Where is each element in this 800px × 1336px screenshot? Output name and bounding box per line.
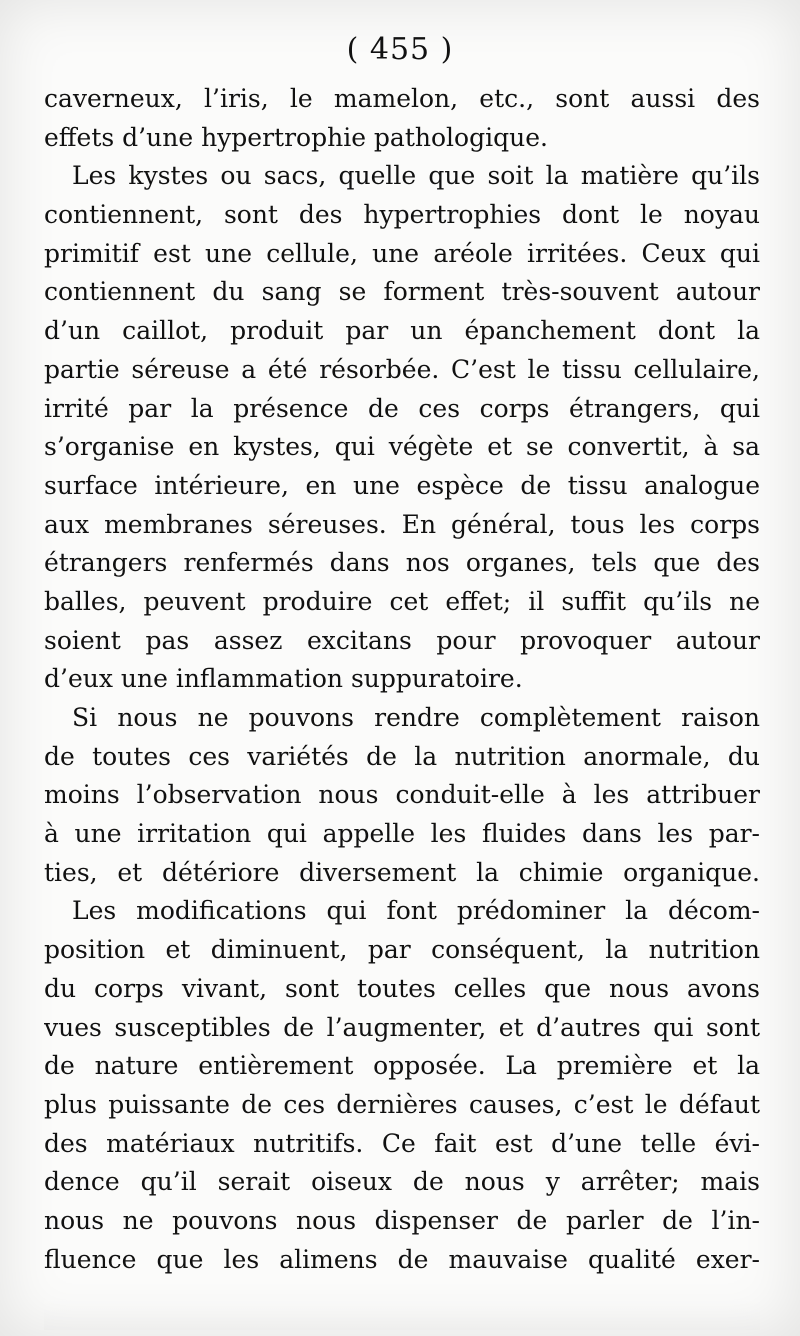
text-line: nous ne pouvons nous dispenser de parler de l’in- — [44, 1205, 760, 1235]
text-line: caverneux, l’iris, le mamelon, etc., sont aussi des — [44, 84, 760, 113]
text-line: effets d’une hypertrophie pathologique. — [44, 122, 548, 152]
text-line: irrité par la présence de ces corps étrangers, qui — [44, 393, 760, 423]
text-line: plus puissante de ces dernières causes, c’est le défaut — [44, 1089, 760, 1119]
text-line: partie séreuse a été résorbée. C’est le tissu cellulaire, — [44, 354, 760, 384]
text-line: moins l’observation nous conduit-elle à les attribuer — [44, 780, 760, 810]
text-line: aux membranes séreuses. En général, tous les corps — [44, 509, 760, 539]
text-line: contiennent, sont des hypertrophies dont le noyau — [44, 200, 760, 230]
text-line: surface intérieure, en une espèce de tissu analogue — [44, 470, 760, 500]
text-line: balles, peuvent produire cet effet; il suffit qu’ils ne — [44, 586, 760, 616]
text-line: contiennent du sang se forment très-souvent autour — [44, 277, 760, 307]
text-line: dence qu’il serait oiseux de nous y arrêter; mais — [44, 1167, 760, 1197]
text-line: Les modifications qui font prédominer la décom- — [72, 896, 760, 926]
text-line: étrangers renfermés dans nos organes, tels que des — [44, 548, 760, 578]
text-line: à une irritation qui appelle les fluides dans les par- — [44, 819, 760, 849]
text-line: s’organise en kystes, qui végète et se convertit, à sa — [44, 432, 760, 462]
text-line: fluence que les alimens de mauvaise qualité exer- — [44, 1244, 760, 1274]
page-number: ( 455 ) — [346, 32, 454, 67]
text-line: primitif est une cellule, une aréole irritées. Ceux qui — [44, 238, 760, 268]
text-line: position et diminuent, par conséquent, la nutrition — [44, 935, 760, 965]
text-line: de toutes ces variétés de la nutrition anormale, du — [44, 741, 760, 771]
text-line: d’eux une inflammation suppuratoire. — [44, 664, 523, 694]
text-line: vues susceptibles de l’augmenter, et d’autres qui sont — [44, 1012, 760, 1042]
text-line: Si nous ne pouvons rendre complètement raison — [72, 703, 760, 732]
text-line: ties, et détériore diversement la chimie organique. — [44, 857, 760, 887]
text-line: d’un caillot, produit par un épanchement dont la — [44, 316, 760, 346]
text-line: soient pas assez excitans pour provoquer autour — [44, 625, 760, 655]
text-line: des matériaux nutritifs. Ce fait est d’une telle évi- — [44, 1128, 760, 1158]
page-text-body — [44, 80, 760, 1279]
text-line: Les kystes ou sacs, quelle que soit la matière qu’ils — [72, 161, 760, 191]
text-line: de nature entièrement opposée. La première et la — [44, 1051, 760, 1081]
bleed-through-shadow — [44, 1300, 760, 1330]
text-line: du corps vivant, sont toutes celles que nous avons — [44, 973, 760, 1003]
